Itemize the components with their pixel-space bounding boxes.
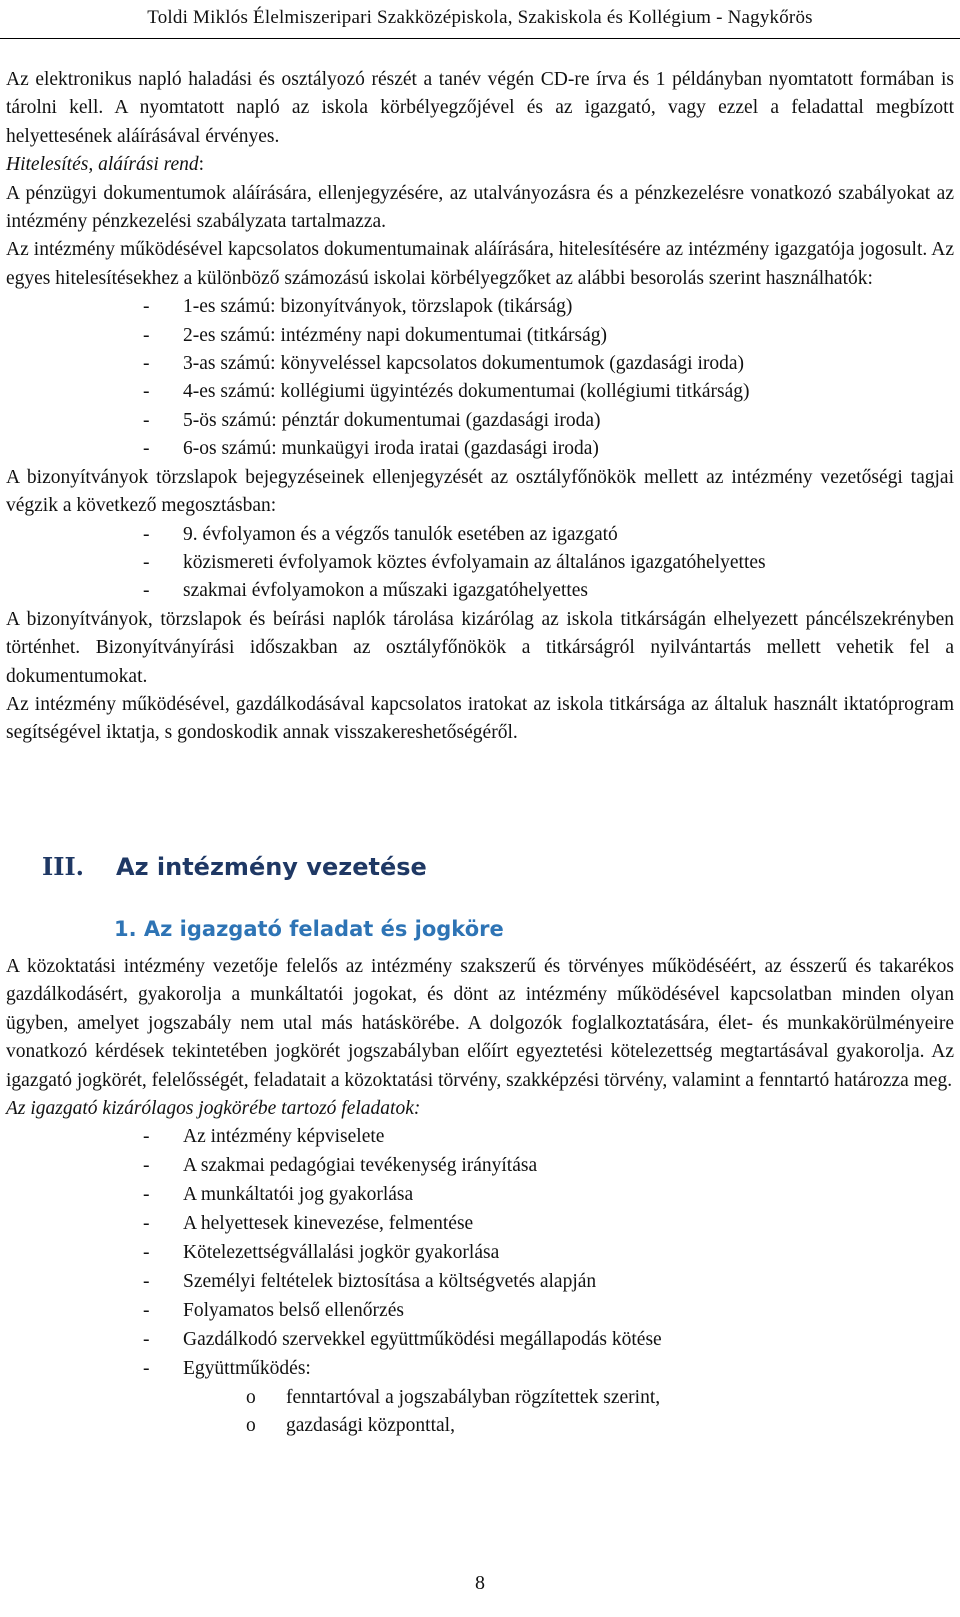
list-item: - A szakmai pedagógiai tevékenység irányítása [6,1152,954,1181]
auth-heading-line [6,151,954,179]
paragraph-storage: A bizonyítványok, törzslapok és beírási naplók tárolása kizárólag az iskola titkárságán elhelyezett páncélszekrényben történhet. Bizonyítványírási időszakban az osztályfőnökök a titkárságról nyilvántartás mellett vehetik fel a dokumentumokat. [6,608,954,687]
list-item: - 4-es számú: kollégiumi ügyintézés dokumentumai (kollégiumi titkárság) [6,378,954,406]
list-item: - 1-es számú: bizonyítványok, törzslapok (tikárság) [6,293,954,321]
paragraph-countersign: A bizonyítványok törzslapok bejegyzéseinek ellenjegyzését az osztályfőnökök mellett az intézmény vezetőségi tagjai végzik a következő megosztásban: [6,466,954,517]
auth-heading-colon: : [198,154,205,176]
list-item: - Folyamatos belső ellenőrzés [6,1297,954,1326]
paragraph-electronic-log: Az elektronikus napló haladási és osztályozó részét a tanév végén CD-re írva és 1 példányban nyomtatott formában is tárolni kell. A nyomtatott napló az iskola körbélyegzőjével és az igazgató, vagy ezzel a feladattal megbízott helyettesének aláírásával érvényes. [6,69,954,147]
list-item: - Együttműködés: [6,1355,954,1384]
list-item: o fenntartóval a jogszabályban rögzítettek szerint, [6,1384,954,1412]
paragraph-financial: A pénzügyi dokumentumok aláírására, ellenjegyzésére, az utalványozásra és a pénzkezelésre vonatkozó szabályokat az intézmény pénzkezelési szabályzata tartalmazza. [6,182,954,233]
subsection-heading: 1. Az igazgató feladat és jogköre [114,917,504,941]
list-item: - A munkáltatói jog gyakorlása [6,1181,954,1210]
section-number: III. [42,852,85,881]
page-number: 8 [475,1572,485,1594]
section-heading [42,852,427,881]
document-body-top [6,66,954,748]
list-item: - 5-ös számú: pénztár dokumentumai (gazdasági iroda) [6,407,954,435]
exclusive-duties-heading: Az igazgató kizárólagos jogkörébe tartozó feladatok: [6,1098,421,1120]
list-item: o gazdasági központtal, [6,1412,954,1440]
document-body-bottom [6,953,954,1440]
page-header: Toldi Miklós Élelmiszeripari Szakközépiskola, Szakiskola és Kollégium - Nagykőrös [0,0,960,39]
duties-list [6,1123,954,1383]
list-item: - közismereti évfolyamok köztes évfolyamain az általános igazgatóhelyettes [6,549,954,577]
list-item: - Az intézmény képviselete [6,1123,954,1152]
list-item: - 3-as számú: könyveléssel kapcsolatos dokumentumok (gazdasági iroda) [6,350,954,378]
list-item: - Személyi feltételek biztosítása a költségvetés alapján [6,1268,954,1297]
list-item: - 9. évfolyamon és a végzős tanulók esetében az igazgató [6,521,954,549]
cooperation-sublist [6,1384,954,1441]
stamp-list [6,293,954,463]
paragraph-director-responsibility: A közoktatási intézmény vezetője felelős az intézmény szakszerű és törvényes működéséért, az ésszerű és takarékos gazdálkodásért, gyakorolja a munkáltatói jogokat, és dönt az intézmény működésével kapcsolatban minden olyan ügyben, amelyet jogszabály nem utal más hatáskörébe. A dolgozók foglalkoztatására, élet- és munkakörülményeire vonatkozó kérdések tekintetében jogkörét jogszabályban előírt egyeztetési kötelezettség megtartásával gyakorolja. Az igazgató jogkörét, felelősségét, feladatait a közoktatási törvény, szakképzési törvény, valamint a fenntartó határozza meg. [6,956,954,1091]
list-item: - 2-es számú: intézmény napi dokumentumai (titkárság) [6,322,954,350]
section-title: Az intézmény vezetése [116,853,427,881]
auth-heading: Hitelesítés, aláírási rend [6,154,199,176]
paragraph-filing: Az intézmény működésével, gazdálkodásával kapcsolatos iratokat az iskola titkársága az általuk használt iktatóprogram segítségével iktatja, s gondoskodik annak visszakereshetőségéről. [6,693,954,744]
list-item: - Gazdálkodó szervekkel együttműködési megállapodás kötése [6,1326,954,1355]
list-item: - Kötelezettségvállalási jogkör gyakorlása [6,1239,954,1268]
paragraph-signing: Az intézmény működésével kapcsolatos dokumentumainak aláírására, hitelesítésére az intézmény igazgatója jogosult. Az egyes hitelesítésekhez a különböző számozású iskolai körbélyegzőket az alábbi besorolás szerint használhatók: [6,239,954,289]
list-item: - 6-os számú: munkaügyi iroda iratai (gazdasági iroda) [6,435,954,463]
list-item: - szakmai évfolyamokon a műszaki igazgatóhelyettes [6,577,954,605]
division-list [6,521,954,606]
list-item: - A helyettesek kinevezése, felmentése [6,1210,954,1239]
